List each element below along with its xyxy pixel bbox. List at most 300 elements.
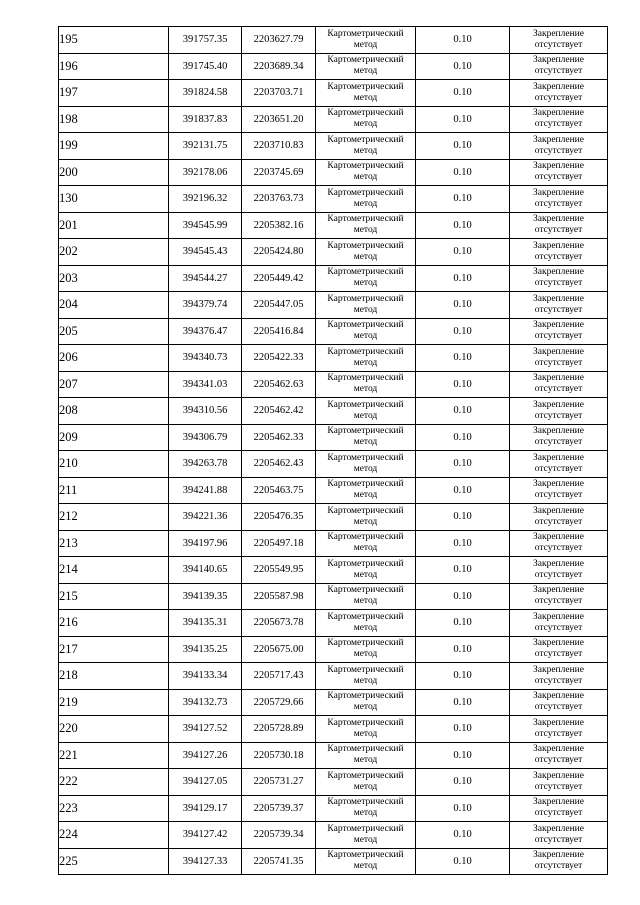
point-number-cell: 209	[59, 424, 169, 451]
method-cell	[316, 663, 416, 690]
method-line: метод	[353, 702, 378, 713]
y-coordinate-cell: 2205424.80	[242, 239, 316, 266]
method-line: Картометрический	[327, 399, 404, 410]
fixation-cell	[510, 689, 608, 716]
fixation-line: отсутствует	[534, 225, 583, 236]
point-number-cell: 225	[59, 848, 169, 875]
fixation-line: отсутствует	[534, 145, 583, 156]
table-row	[59, 159, 608, 186]
accuracy-cell: 0.10	[416, 212, 510, 239]
point-number-cell: 220	[59, 716, 169, 743]
table-row	[59, 610, 608, 637]
method-cell	[316, 80, 416, 107]
method-cell	[316, 795, 416, 822]
method-line: метод	[353, 198, 378, 209]
fixation-line: отсутствует	[534, 622, 583, 633]
table-row	[59, 27, 608, 54]
method-cell	[316, 583, 416, 610]
coordinates-table-body	[59, 27, 608, 875]
table-row	[59, 636, 608, 663]
fixation-line: Закрепление	[533, 479, 584, 490]
x-coordinate-cell: 391745.40	[169, 53, 242, 80]
method-cell	[316, 716, 416, 743]
point-number-cell: 222	[59, 769, 169, 796]
method-line: Картометрический	[327, 744, 404, 755]
fixation-line: отсутствует	[534, 649, 583, 660]
method-line: метод	[353, 516, 378, 527]
method-line: Картометрический	[327, 770, 404, 781]
method-line: метод	[353, 225, 378, 236]
method-line: метод	[353, 410, 378, 421]
y-coordinate-cell: 2205462.42	[242, 398, 316, 425]
fixation-cell	[510, 451, 608, 478]
method-line: метод	[353, 92, 378, 103]
method-line: Картометрический	[327, 426, 404, 437]
point-number-cell: 210	[59, 451, 169, 478]
fixation-cell	[510, 133, 608, 160]
method-cell	[316, 557, 416, 584]
y-coordinate-cell: 2205739.37	[242, 795, 316, 822]
method-line: Картометрический	[327, 134, 404, 145]
y-coordinate-cell: 2205476.35	[242, 504, 316, 531]
table-row	[59, 742, 608, 769]
accuracy-cell: 0.10	[416, 292, 510, 319]
fixation-cell	[510, 583, 608, 610]
y-coordinate-cell: 2205739.34	[242, 822, 316, 849]
fixation-cell	[510, 212, 608, 239]
point-number-cell: 204	[59, 292, 169, 319]
table-row	[59, 345, 608, 372]
method-line: Картометрический	[327, 638, 404, 649]
fixation-cell	[510, 186, 608, 213]
accuracy-cell: 0.10	[416, 451, 510, 478]
table-row	[59, 133, 608, 160]
method-cell	[316, 504, 416, 531]
y-coordinate-cell: 2205462.33	[242, 424, 316, 451]
fixation-line: отсутствует	[534, 278, 583, 289]
y-coordinate-cell: 2205673.78	[242, 610, 316, 637]
fixation-line: Закрепление	[533, 399, 584, 410]
method-line: метод	[353, 357, 378, 368]
x-coordinate-cell: 392131.75	[169, 133, 242, 160]
x-coordinate-cell: 394341.03	[169, 371, 242, 398]
y-coordinate-cell: 2205449.42	[242, 265, 316, 292]
fixation-cell	[510, 106, 608, 133]
method-line: метод	[353, 675, 378, 686]
fixation-cell	[510, 557, 608, 584]
point-number-cell: 205	[59, 318, 169, 345]
fixation-cell	[510, 848, 608, 875]
accuracy-cell: 0.10	[416, 848, 510, 875]
method-line: метод	[353, 145, 378, 156]
method-cell	[316, 133, 416, 160]
method-line: метод	[353, 596, 378, 607]
fixation-cell	[510, 159, 608, 186]
fixation-cell	[510, 265, 608, 292]
x-coordinate-cell: 394197.96	[169, 530, 242, 557]
table-row	[59, 716, 608, 743]
x-coordinate-cell: 394127.52	[169, 716, 242, 743]
fixation-cell	[510, 239, 608, 266]
table-row	[59, 477, 608, 504]
x-coordinate-cell: 394241.88	[169, 477, 242, 504]
accuracy-cell: 0.10	[416, 106, 510, 133]
method-line: метод	[353, 781, 378, 792]
fixation-line: отсутствует	[534, 596, 583, 607]
fixation-line: отсутствует	[534, 781, 583, 792]
fixation-line: отсутствует	[534, 755, 583, 766]
x-coordinate-cell: 394129.17	[169, 795, 242, 822]
method-cell	[316, 636, 416, 663]
fixation-line: Закрепление	[533, 426, 584, 437]
fixation-line: отсутствует	[534, 198, 583, 209]
fixation-cell	[510, 610, 608, 637]
fixation-cell	[510, 371, 608, 398]
coordinates-table	[58, 26, 608, 875]
y-coordinate-cell: 2205675.00	[242, 636, 316, 663]
method-line: метод	[353, 861, 378, 872]
accuracy-cell: 0.10	[416, 716, 510, 743]
point-number-cell: 207	[59, 371, 169, 398]
method-line: Картометрический	[327, 797, 404, 808]
accuracy-cell: 0.10	[416, 583, 510, 610]
point-number-cell: 214	[59, 557, 169, 584]
accuracy-cell: 0.10	[416, 265, 510, 292]
accuracy-cell: 0.10	[416, 239, 510, 266]
method-line: метод	[353, 728, 378, 739]
fixation-line: Закрепление	[533, 691, 584, 702]
y-coordinate-cell: 2203651.20	[242, 106, 316, 133]
fixation-line: отсутствует	[534, 569, 583, 580]
fixation-cell	[510, 636, 608, 663]
fixation-line: Закрепление	[533, 744, 584, 755]
fixation-line: Закрепление	[533, 240, 584, 251]
fixation-line: Закрепление	[533, 505, 584, 516]
method-line: Картометрический	[327, 823, 404, 834]
method-line: метод	[353, 437, 378, 448]
table-row	[59, 530, 608, 557]
x-coordinate-cell: 394127.33	[169, 848, 242, 875]
method-cell	[316, 212, 416, 239]
point-number-cell: 203	[59, 265, 169, 292]
fixation-line: отсутствует	[534, 463, 583, 474]
accuracy-cell: 0.10	[416, 318, 510, 345]
fixation-line: отсутствует	[534, 437, 583, 448]
fixation-cell	[510, 504, 608, 531]
y-coordinate-cell: 2205728.89	[242, 716, 316, 743]
table-row	[59, 371, 608, 398]
fixation-line: отсутствует	[534, 543, 583, 554]
table-row	[59, 239, 608, 266]
fixation-line: отсутствует	[534, 834, 583, 845]
x-coordinate-cell: 394133.34	[169, 663, 242, 690]
point-number-cell: 130	[59, 186, 169, 213]
accuracy-cell: 0.10	[416, 371, 510, 398]
table-row	[59, 663, 608, 690]
table-row	[59, 583, 608, 610]
x-coordinate-cell: 394306.79	[169, 424, 242, 451]
y-coordinate-cell: 2203763.73	[242, 186, 316, 213]
method-line: метод	[353, 490, 378, 501]
point-number-cell: 224	[59, 822, 169, 849]
fixation-line: отсутствует	[534, 357, 583, 368]
x-coordinate-cell: 394310.56	[169, 398, 242, 425]
fixation-cell	[510, 318, 608, 345]
fixation-line: отсутствует	[534, 516, 583, 527]
method-cell	[316, 371, 416, 398]
fixation-cell	[510, 53, 608, 80]
point-number-cell: 213	[59, 530, 169, 557]
method-line: метод	[353, 251, 378, 262]
method-line: Картометрический	[327, 28, 404, 39]
method-line: Картометрический	[327, 108, 404, 119]
x-coordinate-cell: 394221.36	[169, 504, 242, 531]
method-line: Картометрический	[327, 187, 404, 198]
x-coordinate-cell: 391837.83	[169, 106, 242, 133]
y-coordinate-cell: 2205497.18	[242, 530, 316, 557]
fixation-cell	[510, 663, 608, 690]
method-cell	[316, 186, 416, 213]
method-cell	[316, 848, 416, 875]
table-row	[59, 80, 608, 107]
method-line: Картометрический	[327, 505, 404, 516]
method-cell	[316, 610, 416, 637]
fixation-cell	[510, 424, 608, 451]
table-row	[59, 689, 608, 716]
method-cell	[316, 424, 416, 451]
method-cell	[316, 822, 416, 849]
accuracy-cell: 0.10	[416, 636, 510, 663]
fixation-cell	[510, 292, 608, 319]
accuracy-cell: 0.10	[416, 663, 510, 690]
point-number-cell: 219	[59, 689, 169, 716]
table-row	[59, 106, 608, 133]
method-cell	[316, 27, 416, 54]
point-number-cell: 197	[59, 80, 169, 107]
table-row	[59, 822, 608, 849]
table-row	[59, 398, 608, 425]
y-coordinate-cell: 2205730.18	[242, 742, 316, 769]
y-coordinate-cell: 2205462.63	[242, 371, 316, 398]
table-row	[59, 504, 608, 531]
fixation-line: отсутствует	[534, 39, 583, 50]
accuracy-cell: 0.10	[416, 769, 510, 796]
method-line: Картометрический	[327, 293, 404, 304]
method-line: Картометрический	[327, 664, 404, 675]
method-cell	[316, 159, 416, 186]
method-line: метод	[353, 278, 378, 289]
point-number-cell: 217	[59, 636, 169, 663]
method-line: метод	[353, 304, 378, 315]
method-line: метод	[353, 384, 378, 395]
table-row	[59, 265, 608, 292]
fixation-line: Закрепление	[533, 134, 584, 145]
fixation-line: Закрепление	[533, 373, 584, 384]
x-coordinate-cell: 394545.43	[169, 239, 242, 266]
fixation-line: отсутствует	[534, 172, 583, 183]
table-row	[59, 292, 608, 319]
fixation-line: отсутствует	[534, 119, 583, 130]
x-coordinate-cell: 394135.25	[169, 636, 242, 663]
accuracy-cell: 0.10	[416, 345, 510, 372]
fixation-line: Закрепление	[533, 293, 584, 304]
fixation-line: отсутствует	[534, 410, 583, 421]
y-coordinate-cell: 2203703.71	[242, 80, 316, 107]
x-coordinate-cell: 394139.35	[169, 583, 242, 610]
fixation-line: Закрепление	[533, 161, 584, 172]
method-line: Картометрический	[327, 214, 404, 225]
method-line: Картометрический	[327, 479, 404, 490]
fixation-line: Закрепление	[533, 346, 584, 357]
method-line: метод	[353, 463, 378, 474]
point-number-cell: 199	[59, 133, 169, 160]
fixation-line: Закрепление	[533, 717, 584, 728]
method-line: Картометрический	[327, 691, 404, 702]
table-row	[59, 451, 608, 478]
fixation-line: Закрепление	[533, 452, 584, 463]
fixation-line: отсутствует	[534, 304, 583, 315]
x-coordinate-cell: 394545.99	[169, 212, 242, 239]
y-coordinate-cell: 2203627.79	[242, 27, 316, 54]
method-line: Картометрический	[327, 850, 404, 861]
method-line: Картометрический	[327, 161, 404, 172]
y-coordinate-cell: 2205729.66	[242, 689, 316, 716]
x-coordinate-cell: 391757.35	[169, 27, 242, 54]
point-number-cell: 206	[59, 345, 169, 372]
accuracy-cell: 0.10	[416, 159, 510, 186]
method-line: Картометрический	[327, 267, 404, 278]
method-cell	[316, 398, 416, 425]
fixation-cell	[510, 80, 608, 107]
fixation-line: Закрепление	[533, 55, 584, 66]
accuracy-cell: 0.10	[416, 80, 510, 107]
accuracy-cell: 0.10	[416, 477, 510, 504]
fixation-line: Закрепление	[533, 214, 584, 225]
point-number-cell: 202	[59, 239, 169, 266]
method-line: Картометрический	[327, 373, 404, 384]
table-row	[59, 212, 608, 239]
x-coordinate-cell: 394376.47	[169, 318, 242, 345]
x-coordinate-cell: 392178.06	[169, 159, 242, 186]
accuracy-cell: 0.10	[416, 610, 510, 637]
method-cell	[316, 53, 416, 80]
method-cell	[316, 530, 416, 557]
x-coordinate-cell: 394544.27	[169, 265, 242, 292]
method-cell	[316, 345, 416, 372]
fixation-line: Закрепление	[533, 664, 584, 675]
table-row	[59, 318, 608, 345]
fixation-line: отсутствует	[534, 251, 583, 262]
fixation-line: Закрепление	[533, 532, 584, 543]
method-cell	[316, 689, 416, 716]
point-number-cell: 195	[59, 27, 169, 54]
fixation-cell	[510, 742, 608, 769]
method-cell	[316, 451, 416, 478]
y-coordinate-cell: 2205731.27	[242, 769, 316, 796]
method-line: Картометрический	[327, 611, 404, 622]
point-number-cell: 198	[59, 106, 169, 133]
point-number-cell: 200	[59, 159, 169, 186]
point-number-cell: 221	[59, 742, 169, 769]
fixation-cell	[510, 27, 608, 54]
table-row	[59, 557, 608, 584]
fixation-line: Закрепление	[533, 797, 584, 808]
table-row	[59, 848, 608, 875]
point-number-cell: 212	[59, 504, 169, 531]
fixation-line: отсутствует	[534, 675, 583, 686]
method-line: метод	[353, 755, 378, 766]
fixation-line: отсутствует	[534, 66, 583, 77]
method-cell	[316, 318, 416, 345]
method-line: Картометрический	[327, 558, 404, 569]
fixation-line: отсутствует	[534, 808, 583, 819]
y-coordinate-cell: 2205463.75	[242, 477, 316, 504]
fixation-line: отсутствует	[534, 861, 583, 872]
accuracy-cell: 0.10	[416, 557, 510, 584]
fixation-line: Закрепление	[533, 267, 584, 278]
x-coordinate-cell: 394127.05	[169, 769, 242, 796]
fixation-line: Закрепление	[533, 823, 584, 834]
fixation-line: Закрепление	[533, 638, 584, 649]
fixation-line: отсутствует	[534, 92, 583, 103]
accuracy-cell: 0.10	[416, 689, 510, 716]
method-line: Картометрический	[327, 240, 404, 251]
fixation-cell	[510, 795, 608, 822]
method-line: Картометрический	[327, 81, 404, 92]
accuracy-cell: 0.10	[416, 133, 510, 160]
fixation-line: Закрепление	[533, 187, 584, 198]
fixation-line: Закрепление	[533, 558, 584, 569]
fixation-cell	[510, 822, 608, 849]
fixation-cell	[510, 716, 608, 743]
x-coordinate-cell: 394140.65	[169, 557, 242, 584]
x-coordinate-cell: 394127.26	[169, 742, 242, 769]
accuracy-cell: 0.10	[416, 27, 510, 54]
fixation-line: отсутствует	[534, 384, 583, 395]
accuracy-cell: 0.10	[416, 504, 510, 531]
fixation-line: Закрепление	[533, 850, 584, 861]
method-line: Картометрический	[327, 55, 404, 66]
accuracy-cell: 0.10	[416, 822, 510, 849]
method-line: Картометрический	[327, 585, 404, 596]
x-coordinate-cell: 392196.32	[169, 186, 242, 213]
fixation-line: Закрепление	[533, 320, 584, 331]
x-coordinate-cell: 394263.78	[169, 451, 242, 478]
point-number-cell: 216	[59, 610, 169, 637]
fixation-line: Закрепление	[533, 770, 584, 781]
x-coordinate-cell: 391824.58	[169, 80, 242, 107]
x-coordinate-cell: 394379.74	[169, 292, 242, 319]
method-line: метод	[353, 331, 378, 342]
table-row	[59, 186, 608, 213]
method-cell	[316, 292, 416, 319]
fixation-line: отсутствует	[534, 331, 583, 342]
fixation-line: отсутствует	[534, 728, 583, 739]
point-number-cell: 196	[59, 53, 169, 80]
y-coordinate-cell: 2205382.16	[242, 212, 316, 239]
point-number-cell: 208	[59, 398, 169, 425]
accuracy-cell: 0.10	[416, 424, 510, 451]
y-coordinate-cell: 2205416.84	[242, 318, 316, 345]
point-number-cell: 218	[59, 663, 169, 690]
method-line: Картометрический	[327, 717, 404, 728]
method-line: метод	[353, 569, 378, 580]
y-coordinate-cell: 2205422.33	[242, 345, 316, 372]
x-coordinate-cell: 394132.73	[169, 689, 242, 716]
method-line: Картометрический	[327, 532, 404, 543]
table-row	[59, 769, 608, 796]
y-coordinate-cell: 2203710.83	[242, 133, 316, 160]
